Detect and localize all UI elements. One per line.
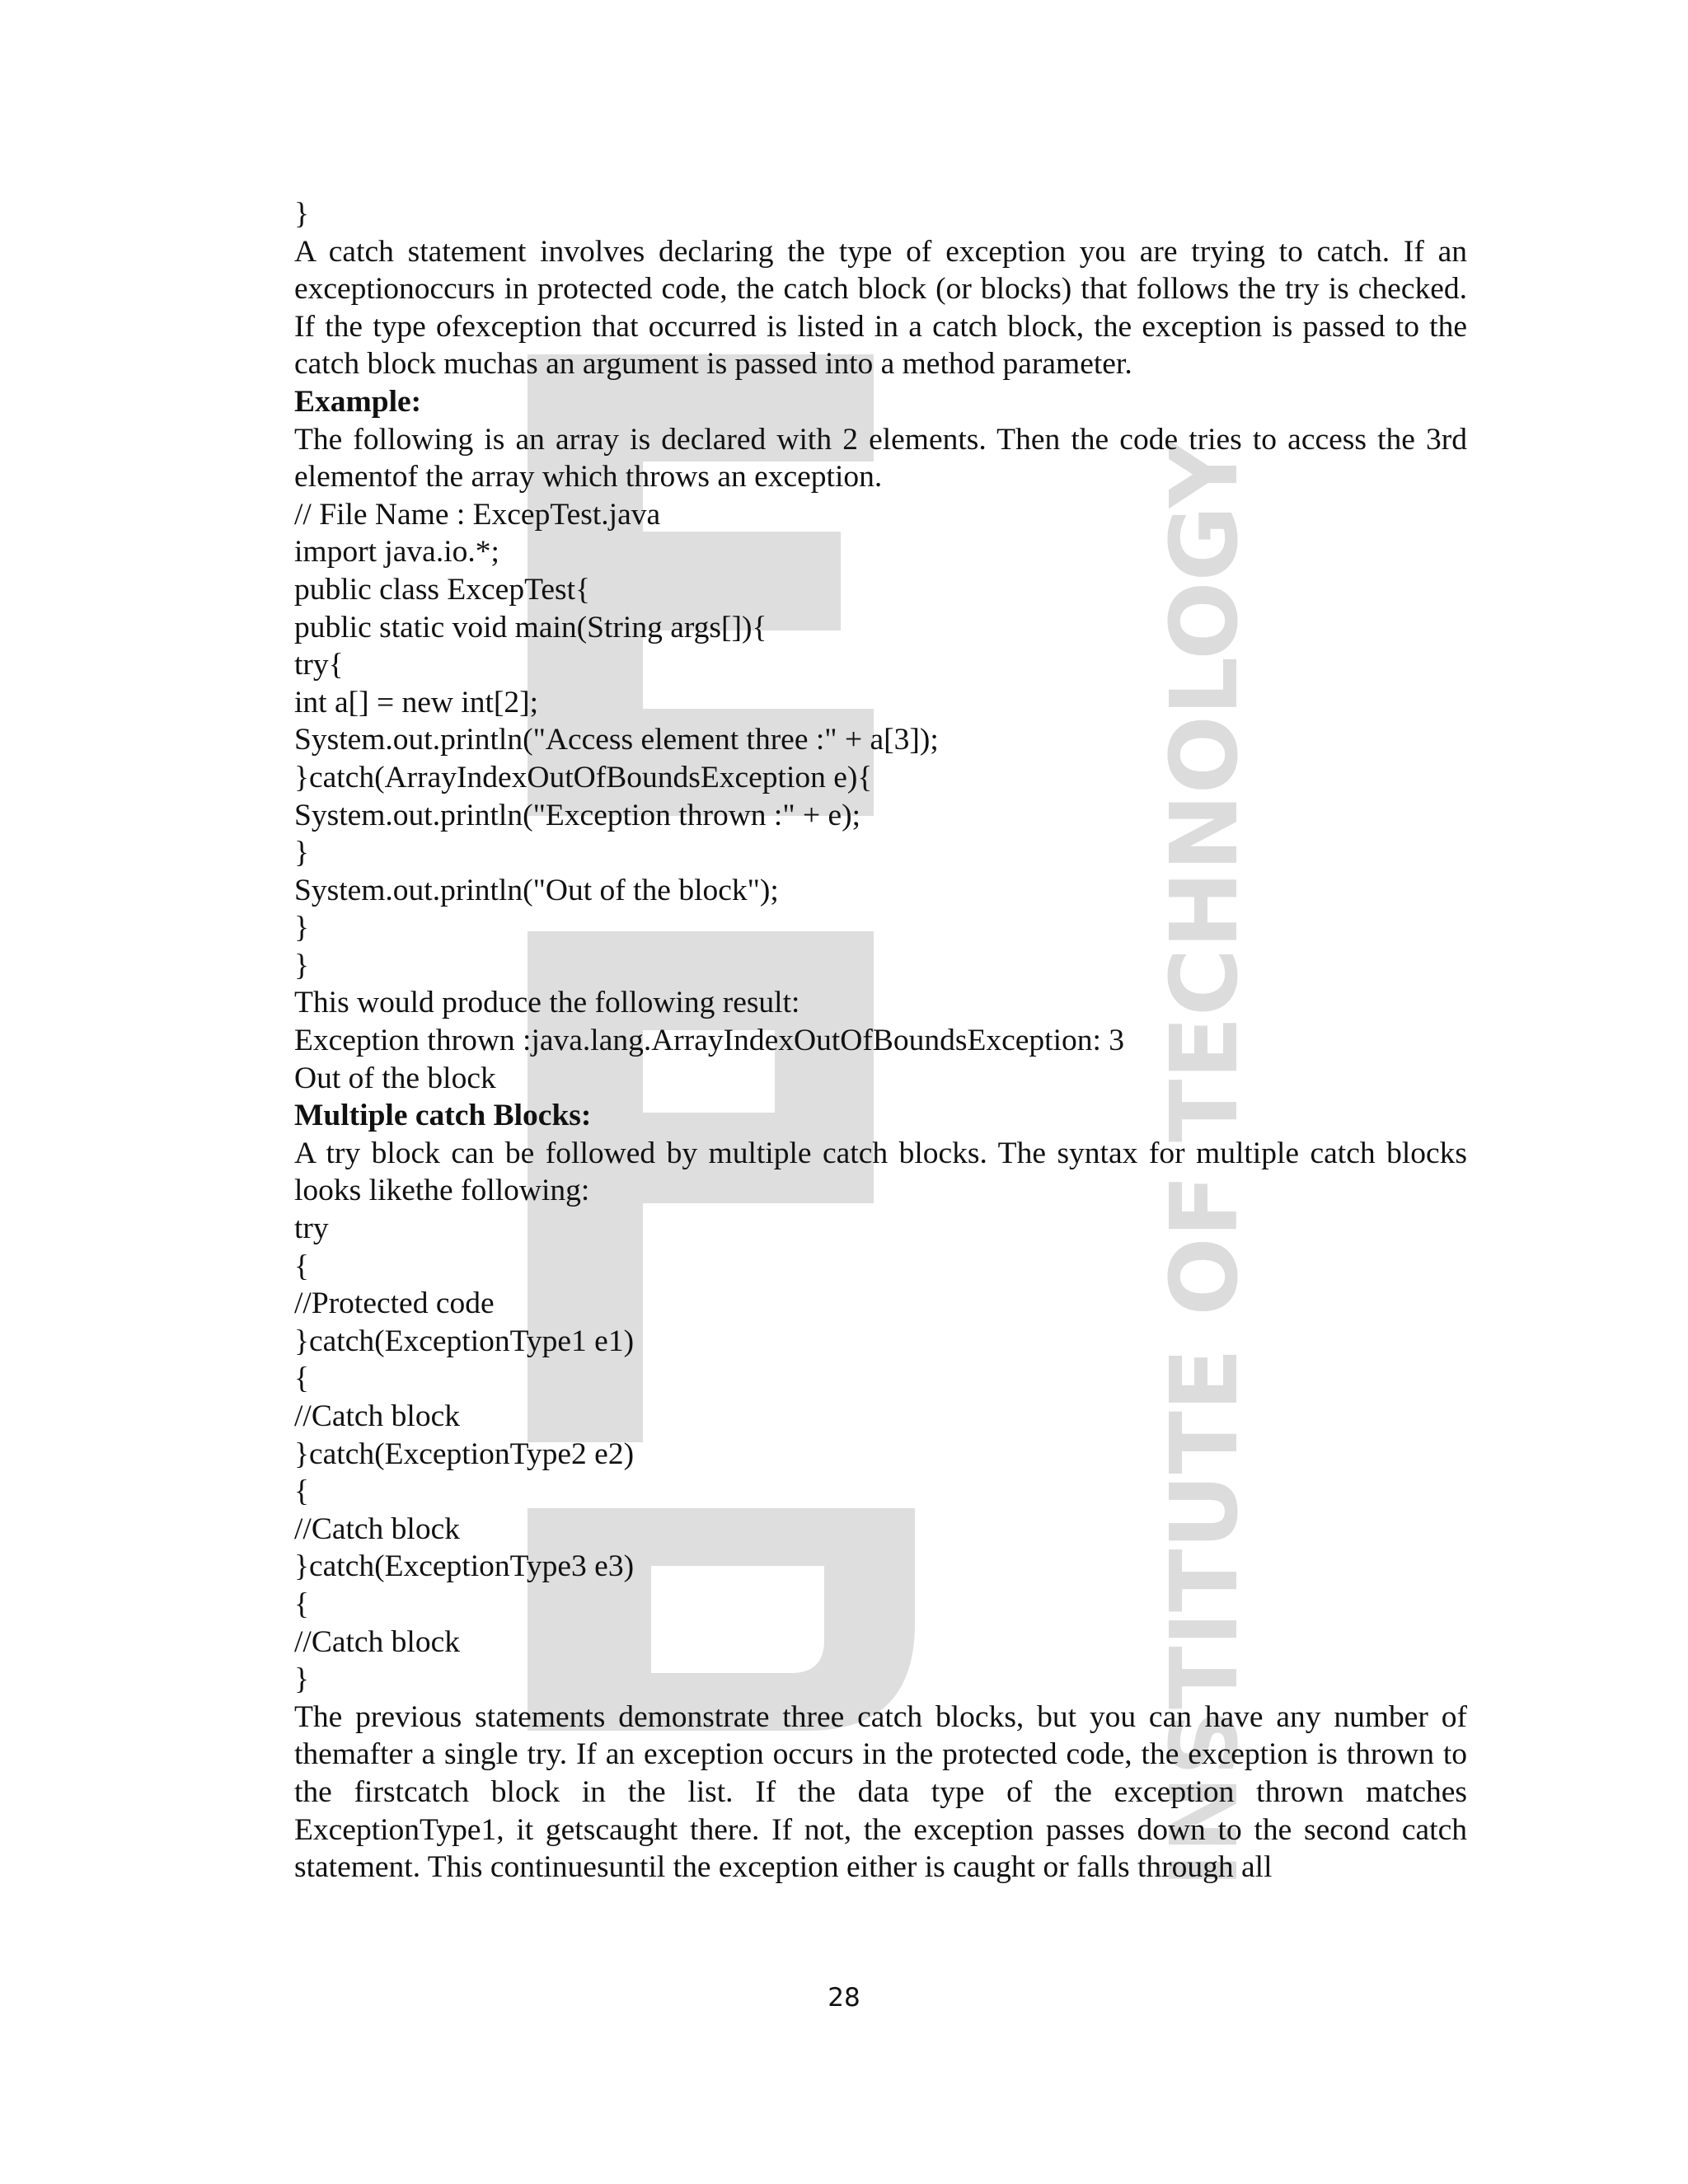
- code-line: {: [294, 1249, 309, 1283]
- code-line: }catch(ArrayIndexOutOfBoundsException e){: [294, 760, 873, 794]
- code-line: //Catch block: [294, 1399, 460, 1433]
- code-line: System.out.println("Access element three :" + a[3]);: [294, 723, 939, 757]
- paragraph-previous-statements: The previous statements demonstrate three catch blocks, but you can have any number of themafter a single try. If an exception occurs in the protected code, the exception is thrown to the firstcatch block in the list. If the data type of the exception thrown matches ExceptionType1, it getscaught there. If not, the exception passes down to the second catch statement. This continuesuntil the exception either is caught or falls through all: [294, 1699, 1467, 1885]
- paragraph-example-intro: The following is an array is declared with 2 elements. Then the code tries to access the 3rd elementof the array which throws an exception.: [294, 422, 1467, 494]
- heading-example: Example:: [294, 384, 422, 419]
- code-line: }: [294, 911, 309, 945]
- code-line: try: [294, 1212, 329, 1246]
- code-line: }catch(ExceptionType1 e1): [294, 1324, 635, 1358]
- code-line: //Catch block: [294, 1511, 460, 1546]
- heading-multiple-catch: Multiple catch Blocks:: [294, 1099, 592, 1133]
- page-number: 28: [828, 1983, 860, 2013]
- code-line: }: [294, 948, 309, 982]
- code-line: // File Name : ExcepTest.java: [294, 497, 661, 532]
- closing-brace: }: [294, 197, 309, 231]
- document-body: [294, 195, 1467, 1886]
- watermark-text: INSTITUTE OF TECHNOLOGY: [1151, 440, 1259, 1887]
- code-line: public static void main(String args[]){: [294, 610, 767, 644]
- result-intro: This would produce the following result:: [294, 986, 800, 1020]
- code-line: {: [294, 1361, 309, 1396]
- code-line: {: [294, 1474, 309, 1509]
- paragraph-multiple-catch: A try block can be followed by multiple catch blocks. The syntax for multiple catch blocks looks likethe following:: [294, 1136, 1467, 1208]
- paragraph-catch-statement: A catch statement involves declaring the type of exception you are trying to catch. If an exceptionoccurs in protected code, the catch block (or blocks) that follows the try is checked. If the type ofexception that occurred is listed in a catch block, the exception is passed to the catch block muchas an argument is passed into a method parameter.: [294, 234, 1467, 382]
- code-line: {: [294, 1586, 309, 1621]
- code-line: }catch(ExceptionType2 e2): [294, 1436, 635, 1471]
- code-line: System.out.println("Out of the block");: [294, 873, 779, 907]
- code-line: //Catch block: [294, 1624, 460, 1659]
- code-line: int a[] = new int[2];: [294, 685, 539, 719]
- code-line: import java.io.*;: [294, 535, 499, 569]
- result-line: Out of the block: [294, 1061, 496, 1095]
- code-line: //Protected code: [294, 1286, 495, 1321]
- code-line: try{: [294, 648, 344, 682]
- code-line: }: [294, 1662, 309, 1697]
- code-line: }: [294, 836, 309, 870]
- code-line: public class ExcepTest{: [294, 572, 591, 607]
- result-line: Exception thrown :java.lang.ArrayIndexOutOfBoundsException: 3: [294, 1024, 1125, 1058]
- code-block-multiple-catch: [294, 1210, 1467, 1699]
- code-block-example: [294, 496, 1467, 985]
- code-line: }catch(ExceptionType3 e3): [294, 1549, 635, 1584]
- code-line: System.out.println("Exception thrown :" + e);: [294, 798, 861, 832]
